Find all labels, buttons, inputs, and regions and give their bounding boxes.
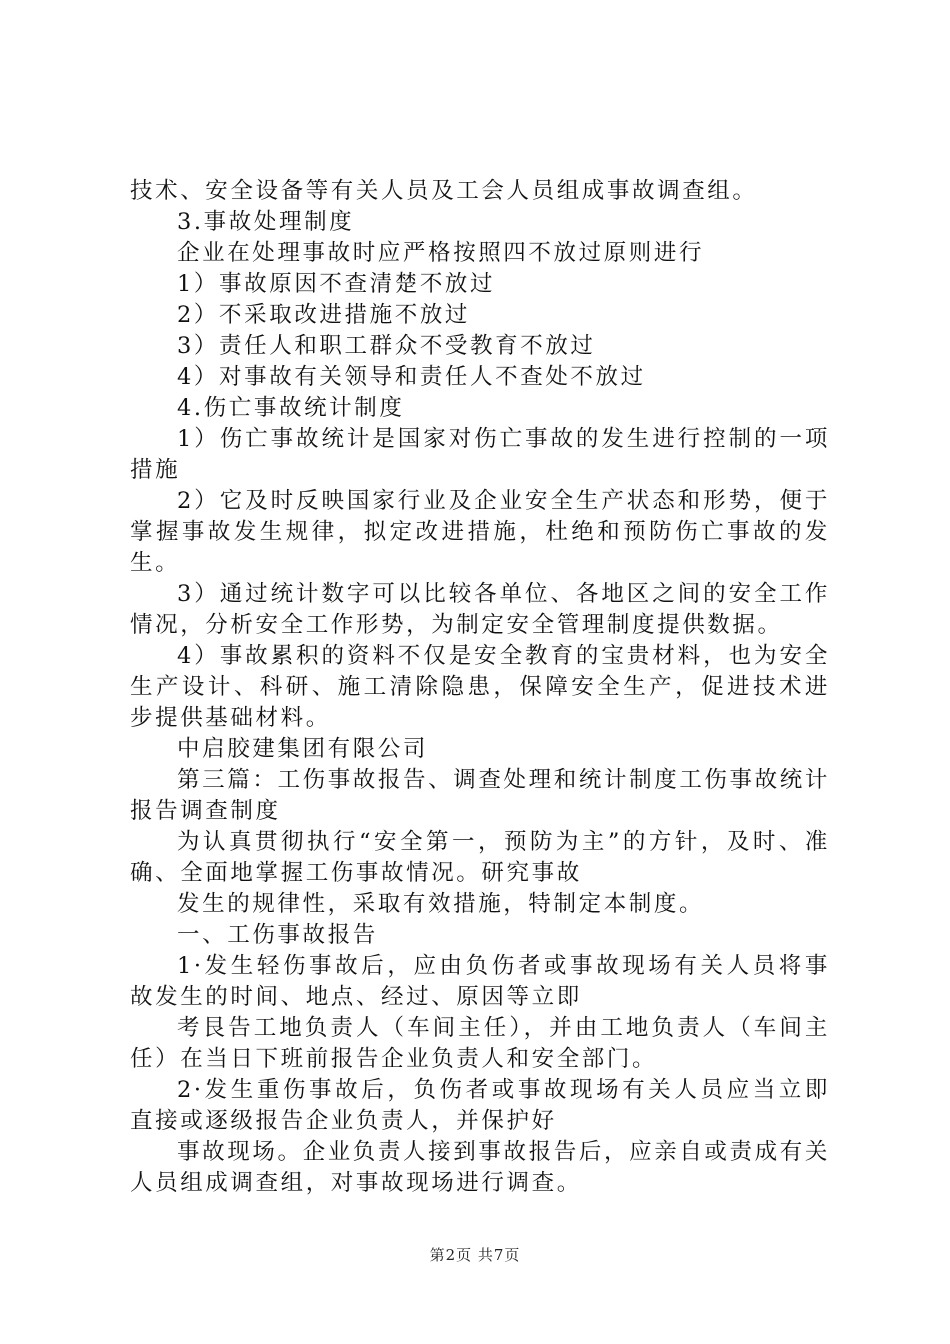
- paragraph: 1）事故原因不查清楚不放过: [177, 271, 496, 297]
- paragraph: 企业在处理事故时应严格按照四不放过原则进行: [177, 240, 705, 266]
- paragraph: 3）通过统计数字可以比较各单位、各地区之间的安全工作情况，分析安全工作形势，为制定安全管理制度提供数据。: [130, 581, 830, 638]
- paragraph: 4）对事故有关领导和责任人不查处不放过: [177, 364, 646, 390]
- paragraph: 3.事故处理制度: [177, 209, 355, 235]
- page-footer: 第2页 共7页: [429, 1246, 521, 1264]
- paragraph: 发生的规律性，采取有效措施，特制定本制度。: [177, 891, 705, 917]
- paragraph: 考艮告工地负责人（车间主任），并由工地负责人（车间主任）在当日下班前报告企业负责人和安全部门。: [130, 1015, 830, 1072]
- document-body: [130, 176, 830, 1199]
- paragraph: 中启胶建集团有限公司: [177, 736, 429, 762]
- paragraph: 1·发生轻伤事故后，应由负伤者或事故现场有关人员将事故发生的时间、地点、经过、原因等立即: [130, 953, 830, 1010]
- paragraph: 第三篇：工伤事故报告、调查处理和统计制度工伤事故统计报告调查制度: [130, 767, 830, 824]
- paragraph: 3）责任人和职工群众不受教育不放过: [177, 333, 596, 359]
- paragraph: 事故现场。企业负责人接到事故报告后，应亲自或责成有关人员组成调查组，对事故现场进行调查。: [130, 1139, 830, 1196]
- paragraph: 一、工伤事故报告: [177, 922, 378, 948]
- paragraph: 技术、安全设备等有关人员及工会人员组成事故调查组。: [130, 178, 758, 204]
- paragraph: 4）事故累积的资料不仅是安全教育的宝贵材料，也为安全生产设计、科研、施工清除隐患，保障安全生产，促进技术进步提供基础材料。: [130, 643, 830, 731]
- paragraph: 为认真贯彻执行“安全第一，预防为主”的方针，及时、准确、全面地掌握工伤事故情况。研究事故: [130, 829, 830, 886]
- paragraph: 2）它及时反映国家行业及企业安全生产状态和形势，便于掌握事故发生规律，拟定改进措施，杜绝和预防伤亡事故的发生。: [130, 488, 830, 576]
- paragraph: 2·发生重伤事故后，负伤者或事故现场有关人员应当立即直接或逐级报告企业负责人，并保护好: [130, 1077, 830, 1134]
- paragraph: 2）不采取改进措施不放过: [177, 302, 471, 328]
- paragraph: 4.伤亡事故统计制度: [177, 395, 405, 421]
- paragraph: 1）伤亡事故统计是国家对伤亡事故的发生进行控制的一项措施: [130, 426, 830, 483]
